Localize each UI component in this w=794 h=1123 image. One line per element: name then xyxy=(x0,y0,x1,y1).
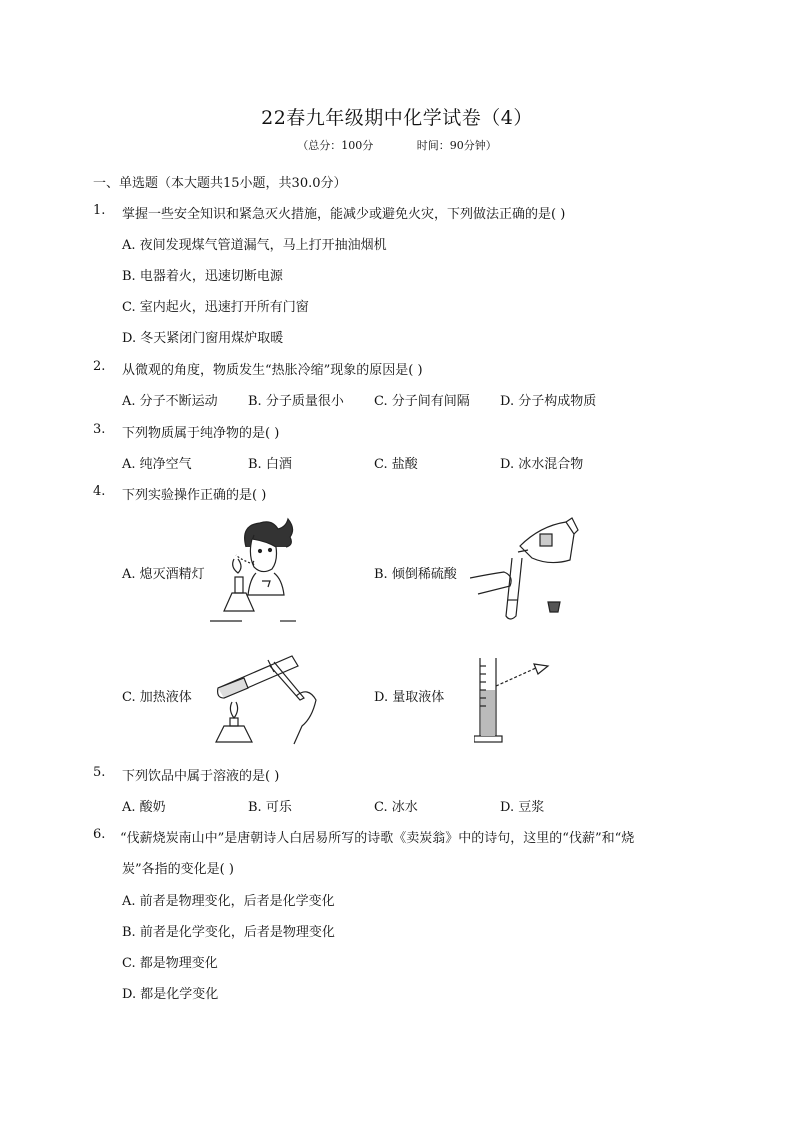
option-c: C. 盐酸 xyxy=(374,457,418,472)
question-number: 1. xyxy=(93,203,106,218)
pour-acid-figure xyxy=(470,516,580,621)
option-a: A. 熄灭酒精灯 xyxy=(122,567,205,582)
option-d: D. 都是化学变化 xyxy=(122,987,219,1002)
option-d: D. 分子构成物质 xyxy=(500,394,597,409)
total-score: （总分：100分 xyxy=(297,139,374,152)
option-b: B. 电器着火，迅速切断电源 xyxy=(122,269,283,284)
option-b: B. 倾倒稀硫酸 xyxy=(374,567,457,582)
option-a: A. 夜间发现煤气管道漏气，马上打开抽油烟机 xyxy=(122,238,387,253)
option-a: A. 酸奶 xyxy=(122,800,166,815)
option-a: A. 分子不断运动 xyxy=(122,394,218,409)
question-number: 6. xyxy=(93,827,106,842)
option-d: D. 冬天紧闭门窗用煤炉取暖 xyxy=(122,331,284,346)
option-c: C. 加热液体 xyxy=(122,690,192,705)
question-number: 2. xyxy=(93,359,106,374)
exam-info xyxy=(0,137,794,153)
question-number: 5. xyxy=(93,765,106,780)
page-title: 22春九年级期中化学试卷（4） xyxy=(261,107,533,129)
option-b: B. 可乐 xyxy=(248,800,292,815)
option-d: D. 冰水混合物 xyxy=(500,457,584,472)
option-d: D. 量取液体 xyxy=(374,690,445,705)
option-c: C. 都是物理变化 xyxy=(122,956,218,971)
option-d: D. 豆浆 xyxy=(500,800,545,815)
question-number: 4. xyxy=(93,484,106,499)
question-text: 掌握一些安全知识和紧急灭火措施，能减少或避免火灾，下列做法正确的是( ) xyxy=(122,207,566,222)
blow-out-lamp-figure xyxy=(210,515,300,623)
question-text: “伐薪烧炭南山中”是唐朝诗人白居易所写的诗歌《卖炭翁》中的诗句，这里的“伐薪”和“烧 xyxy=(120,831,635,846)
option-b: B. 分子质量很小 xyxy=(248,394,344,409)
question-number: 3. xyxy=(93,422,106,437)
option-b: B. 白酒 xyxy=(248,457,292,472)
option-c: C. 冰水 xyxy=(374,800,418,815)
option-c: C. 室内起火，迅速打开所有门窗 xyxy=(122,300,309,315)
option-a: A. 前者是物理变化，后者是化学变化 xyxy=(122,894,335,909)
question-text: 下列饮品中属于溶液的是( ) xyxy=(122,769,280,784)
option-b: B. 前者是化学变化，后者是物理变化 xyxy=(122,925,335,940)
time-limit: 时间：90分钟） xyxy=(416,139,497,152)
section-heading: 一、单选题（本大题共15小题，共30.0分） xyxy=(93,176,347,191)
option-c: C. 分子间有间隔 xyxy=(374,394,470,409)
measure-liquid-figure xyxy=(474,656,560,744)
option-a: A. 纯净空气 xyxy=(122,457,192,472)
question-text: 从微观的角度，物质发生“热胀冷缩”现象的原因是( ) xyxy=(122,363,423,378)
heat-liquid-figure xyxy=(208,646,320,746)
question-text: 下列实验操作正确的是( ) xyxy=(122,488,267,503)
question-text-continued: 炭”各指的变化是( ) xyxy=(122,862,234,877)
question-text: 下列物质属于纯净物的是( ) xyxy=(122,426,280,441)
